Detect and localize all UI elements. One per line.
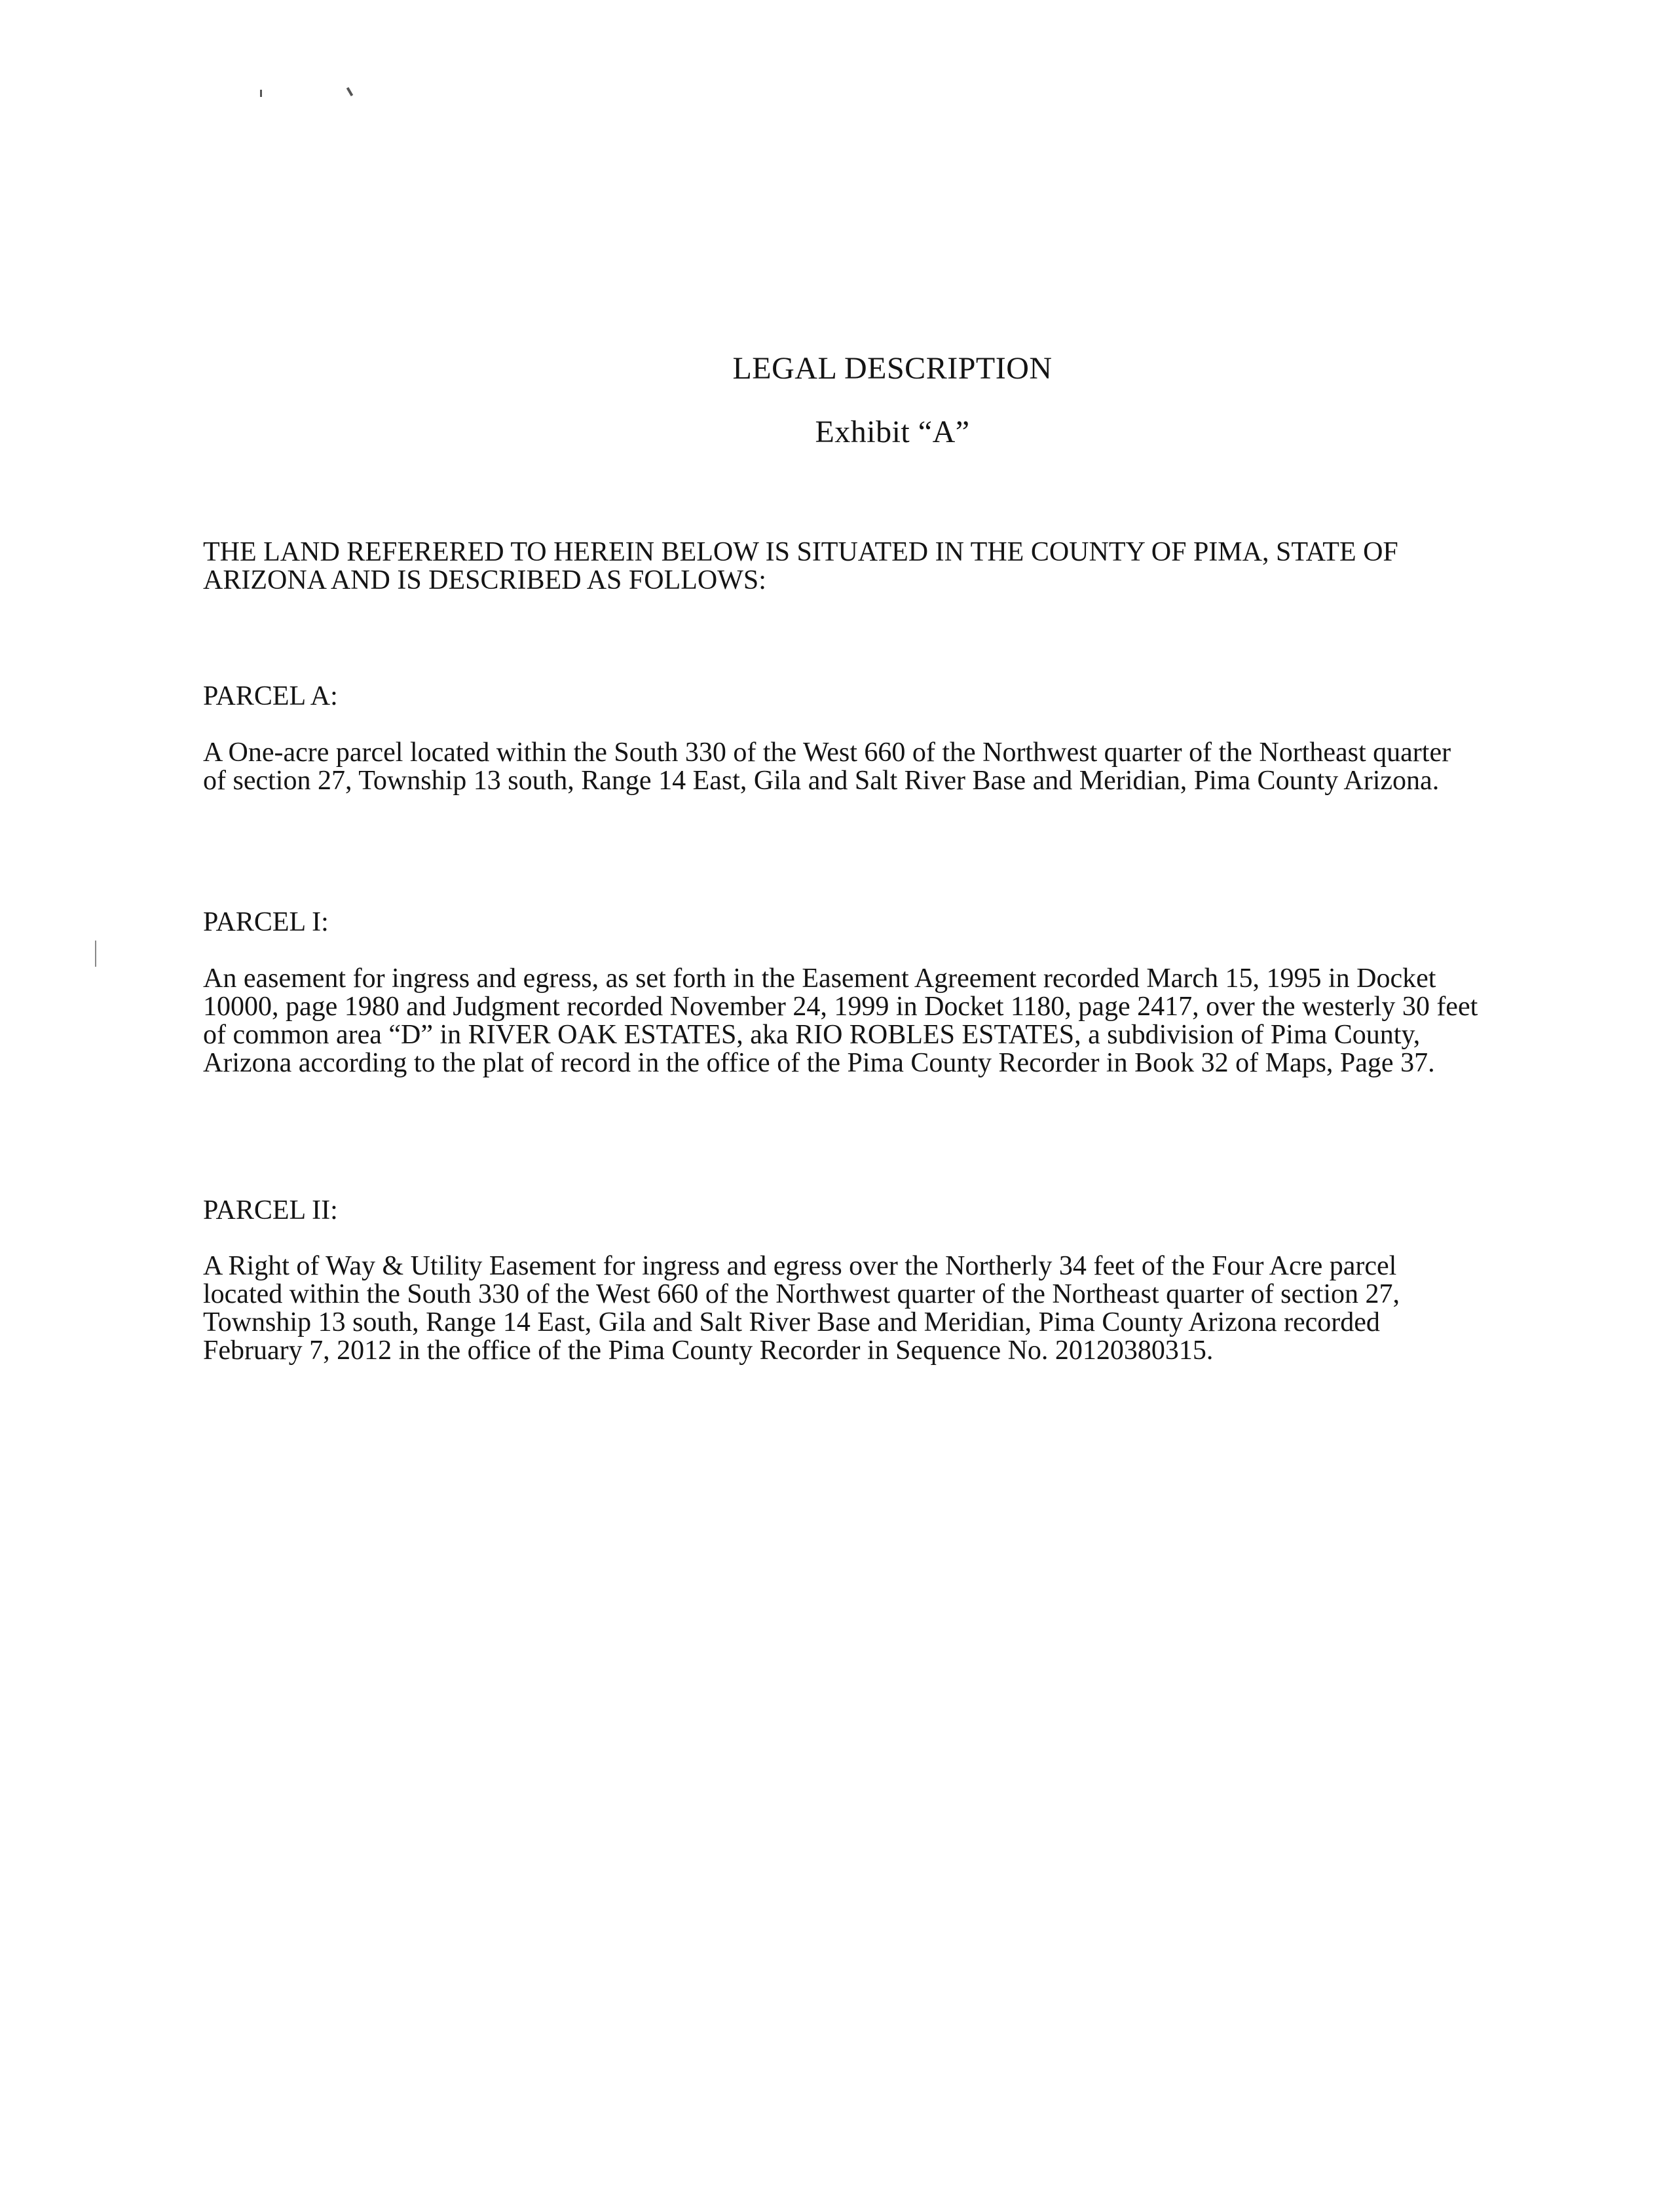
- parcel-i-label: PARCEL I:: [203, 907, 329, 937]
- document-title: LEGAL DESCRIPTION: [732, 351, 1053, 386]
- scan-speck: [346, 87, 353, 96]
- parcel-a-label: PARCEL A:: [203, 681, 338, 711]
- scan-speck: [95, 941, 96, 967]
- parcel-i-description: An easement for ingress and egress, as set forth in the Easement Agreement recorded March 15, 1995 in Docket 10000, page 1980 and Judgment recorded November 24, 1999 in Docket 1180, page 2417, over the westerly 30 feet of common area “D” in RIVER OAK ESTATES, aka RIO ROBLES ESTATES, a subdivision of Pima County, Arizona according to the plat of record in the office of the Pima County Recorder in Book 32 of Maps, Page 37.: [203, 963, 1478, 1078]
- parcel-ii-description: A Right of Way & Utility Easement for ingress and egress over the Northerly 34 feet of the Four Acre parcel located within the South 330 of the West 660 of the Northwest quarter of the Northeast quarter of section 27, Township 13 south, Range 14 East, Gila and Salt River Base and Meridian, Pima County Arizona recorded February 7, 2012 in the office of the Pima County Recorder in Sequence No. 20120380315.: [203, 1251, 1400, 1366]
- parcel-ii-label: PARCEL II:: [203, 1195, 338, 1225]
- scan-speck: [260, 90, 262, 97]
- parcel-a-description: A One-acre parcel located within the South 330 of the West 660 of the Northwest quarter of the Northeast quarter of section 27, Township 13 south, Range 14 East, Gila and Salt River Base and Meridian, Pima County Arizona.: [203, 738, 1451, 796]
- exhibit-label: Exhibit “A”: [815, 415, 970, 449]
- intro-paragraph: THE LAND REFERERED TO HEREIN BELOW IS SITUATED IN THE COUNTY OF PIMA, STATE OF ARIZONA AND IS DESCRIBED AS FOLLOWS:: [203, 537, 1398, 595]
